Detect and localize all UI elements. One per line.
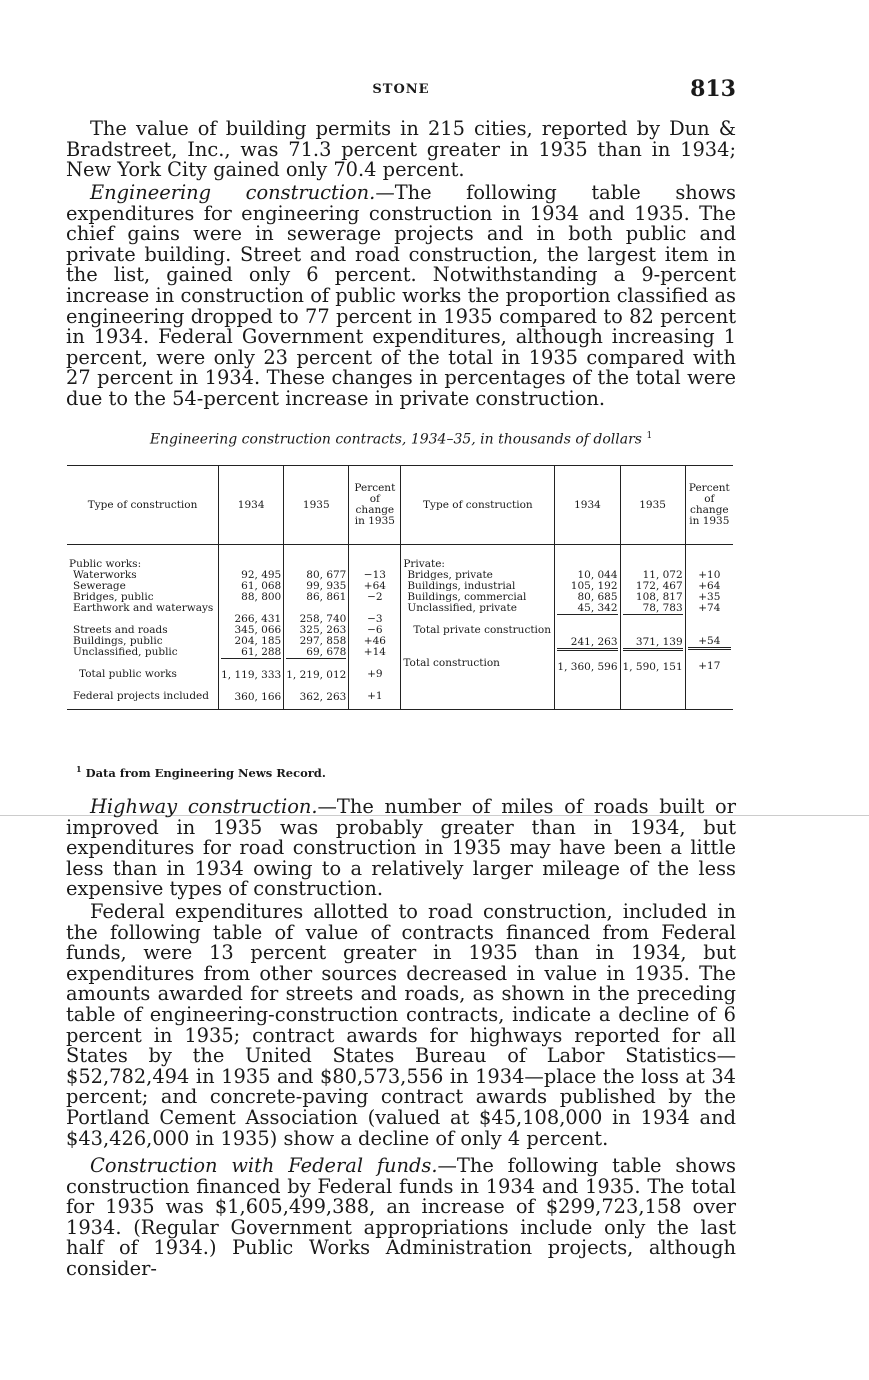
value-1934: 105, 192	[570, 581, 618, 592]
total-construction-1934: 1, 360, 596	[557, 662, 618, 673]
row-label: Waterworks	[73, 570, 137, 581]
header-type-right: Type of construction	[401, 466, 555, 545]
paragraph-text: The value of building permits in 215 cities, reported by Dun & Bradstreet, Inc., was 71.3 percent greater in 1935 than in 1934; New York City gained only 70.4 percent.	[66, 117, 736, 182]
paragraph-federal-funds	[66, 1156, 736, 1280]
row-label: Earthwork and waterways	[73, 603, 214, 614]
paragraph-federal-expenditures	[66, 902, 736, 1149]
paragraph-building-permits	[66, 119, 736, 181]
value-1935: 108, 817	[635, 592, 683, 603]
paragraph-text: —The following table shows construction financed by Federal funds in 1934 and 1935. The total for 1935 was $1,605,499,388, an increase of $299,723,158 over 1934. (Regular Government appropriations include only the last half of 1934.) Public Works Administration projects, although consider-	[66, 1154, 737, 1280]
section-title: Highway construction.	[90, 795, 318, 818]
section-title: Construction with Federal funds.	[90, 1154, 438, 1177]
total-public-1935: 1, 219, 012	[286, 670, 347, 681]
paragraph-highway-construction	[66, 797, 736, 900]
right-1934-column	[555, 545, 620, 710]
pct-change: +64	[698, 581, 721, 592]
pct-change: −3	[367, 614, 383, 625]
header-pct-left: Percent of change in 1935	[349, 466, 401, 545]
paragraph-engineering-construction	[66, 183, 736, 410]
total-private-label: Total private construction	[413, 625, 551, 636]
pct-change: −6	[367, 625, 383, 636]
left-type-column	[67, 545, 219, 710]
paragraph-text: —The number of miles of roads built or improved in 1935 was probably greater than in 1934, but expenditures for road construction in 1935 may have been a little less than in 1934 owing to a relatively larger mileage of the less expensive types of construction.	[66, 795, 737, 901]
value-1935: 11, 072	[642, 570, 683, 581]
header-1934-left: 1934	[219, 466, 284, 545]
federal-label: Federal projects included	[73, 691, 209, 702]
right-type-column	[401, 545, 555, 710]
right-pct-column	[685, 545, 733, 710]
row-label: Buildings, public	[73, 636, 163, 647]
page-number: 813	[690, 76, 736, 102]
value-1934: 92, 495	[241, 570, 282, 581]
section-title: Engineering construction.	[90, 181, 376, 204]
value-1935: 99, 935	[306, 581, 347, 592]
header-type-left: Type of construction	[67, 466, 219, 545]
total-private-1934: 241, 263	[570, 637, 618, 648]
running-head: STONE	[372, 82, 430, 97]
value-1935: 80, 677	[306, 570, 347, 581]
total-construction-1935: 1, 590, 151	[622, 662, 683, 673]
federal-1935: 362, 263	[299, 692, 347, 703]
paragraph-text: —The following table shows expenditures for engineering construction in 1934 and 1935. The chief gains were in sewerage projects and in both public and private building. Street and road construction, the largest item in the list, gained only 6 percent. Notwithstanding a 9-percent increase in construction of public works the proportion classified as engineering dropped to 77 percent in 1935 compared to 82 percent in 1934. Federal Government expenditures, although increasing 1 percent, were only 23 percent of the total in 1935 compared with 27 percent in 1934. These changes in percentages of the total were due to the 54-percent increase in private construction.	[66, 181, 737, 410]
table-footnote	[76, 764, 326, 780]
paragraph-text: Federal expenditures allotted to road construction, included in the following table of value of contracts financed from Federal funds, were 13 percent greater in 1935 than in 1934, but expenditures from other sources decreased in value in 1935. The amounts awarded for streets and roads, as shown in the preceding table of engineering-construction contracts, indicate a decline of 6 percent in 1935; contract awards for highways reported for all States by the United States Bureau of Labor Statistics—$52,782,494 in 1935 and $80,573,556 in 1934—place the loss at 34 percent; and concrete-paving contract awards published by the Portland Cement Association (valued at $45,108,000 in 1934 and $43,426,000 in 1935) show a decline of only 4 percent.	[66, 900, 736, 1150]
header-1935-left: 1935	[284, 466, 349, 545]
value-1934: 10, 044	[577, 570, 618, 581]
pct-change: +10	[698, 570, 721, 581]
value-1934: 61, 068	[241, 581, 282, 592]
row-label: Streets and roads	[73, 625, 168, 636]
pct-change: +64	[363, 581, 386, 592]
left-pct-column	[349, 545, 401, 710]
group-label: Public works:	[69, 559, 142, 570]
row-label: Buildings, commercial	[407, 592, 527, 603]
caption-footnote-ref: 1	[646, 431, 653, 441]
left-1935-column	[284, 545, 349, 710]
header-1934-right: 1934	[555, 466, 620, 545]
row-label: Bridges, private	[407, 570, 493, 581]
page-header	[66, 76, 736, 106]
value-1934: 61, 288	[241, 647, 282, 658]
total-public-1934: 1, 119, 333	[221, 670, 282, 681]
left-1934-column	[219, 545, 284, 710]
value-1934: 88, 800	[241, 592, 282, 603]
pct-change: +74	[698, 603, 721, 614]
value-1935: 325, 263	[299, 625, 347, 636]
header-1935-right: 1935	[620, 466, 685, 545]
total-private-1935: 371, 139	[635, 637, 683, 648]
total-public-label: Total public works	[79, 669, 177, 680]
value-1935: 258, 740	[299, 614, 347, 625]
table-caption	[66, 431, 736, 448]
value-1934: 345, 066	[234, 625, 282, 636]
pct-change: −13	[363, 570, 386, 581]
engineering-contracts-table	[67, 465, 733, 710]
total-construction-label: Total construction	[403, 658, 500, 669]
value-1934: 266, 431	[234, 614, 282, 625]
value-1934: 80, 685	[577, 592, 618, 603]
caption-text: Engineering construction contracts, 1934–35, in thousands of dollars	[149, 431, 642, 448]
federal-pct: +1	[367, 691, 383, 702]
row-label: Sewerage	[73, 581, 126, 592]
footnote-text: Data from Engineering News Record.	[85, 765, 326, 780]
value-1935: 78, 783	[642, 603, 683, 614]
row-label: Buildings, industrial	[407, 581, 516, 592]
pct-change: −2	[367, 592, 383, 603]
value-1934: 45, 342	[577, 603, 618, 614]
value-1934: 204, 185	[234, 636, 282, 647]
header-pct-right: Percent of change in 1935	[685, 466, 733, 545]
value-1935: 69, 678	[306, 647, 347, 658]
value-1935: 86, 861	[306, 592, 347, 603]
row-label: Unclassified, private	[407, 603, 517, 614]
total-construction-pct: +17	[698, 661, 721, 672]
row-label: Unclassified, public	[73, 647, 178, 658]
value-1935: 297, 858	[299, 636, 347, 647]
row-label: Bridges, public	[73, 592, 154, 603]
value-1935: 172, 467	[635, 581, 683, 592]
total-public-pct: +9	[367, 669, 383, 680]
footnote-mark: 1	[76, 764, 82, 774]
total-private-pct: +54	[698, 636, 721, 647]
right-1935-column	[620, 545, 685, 710]
pct-change: +46	[363, 636, 386, 647]
pct-change: +35	[698, 592, 721, 603]
group-label: Private:	[403, 559, 445, 570]
federal-1934: 360, 166	[234, 692, 282, 703]
pct-change: +14	[363, 647, 386, 658]
